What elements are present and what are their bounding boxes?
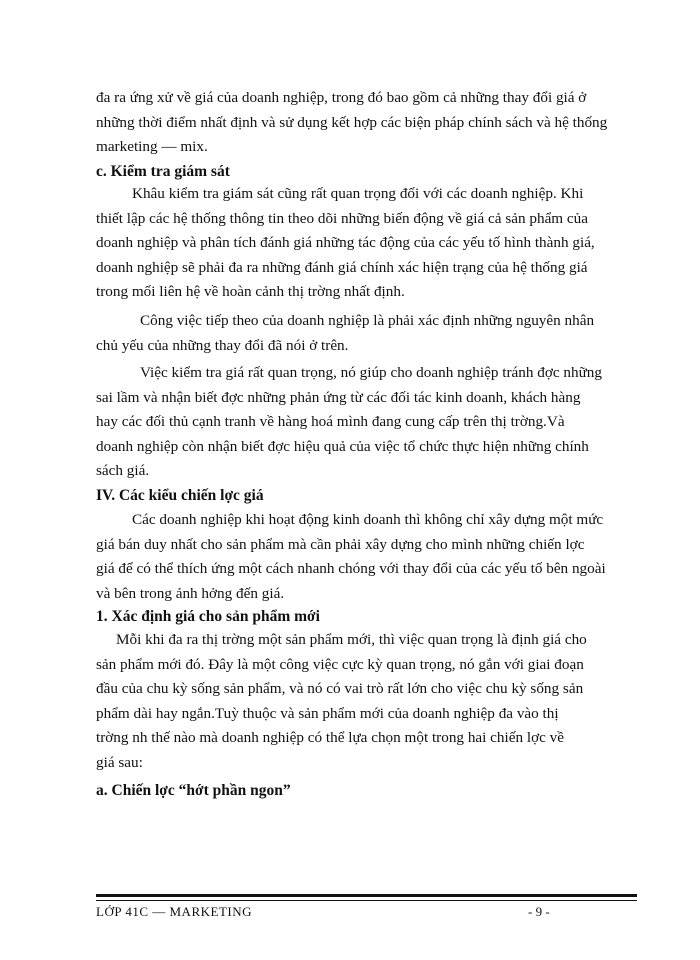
text-line: doanh nghiệp sẽ phải đa ra những đánh giá chính xác hiện trạng của hệ thống giá	[96, 258, 588, 276]
paragraph-strategies	[96, 508, 636, 606]
text-line: Mỗi khi đa ra thị trờng một sản phẩm mới, thì việc quan trọng là định giá cho	[116, 631, 587, 648]
text-line: thiết lập các hệ thống thông tin theo dõi những biến động về giá cả sản phẩm của	[96, 209, 588, 227]
text-line: Khâu kiểm tra giám sát cũng rất quan trọng đối với các doanh nghiệp. Khi	[132, 185, 584, 202]
text-line: doanh nghiệp còn nhận biết đợc hiệu quả của việc tổ chức thực hiện những chính	[96, 437, 589, 455]
text-line: những thời điểm nhất định và sử dụng kết hợp các biện pháp chính sách và hệ thống	[96, 113, 608, 131]
paragraph-intro	[96, 86, 636, 160]
text-line: trờng nh thế nào mà doanh nghiệp có thể lựa chọn một trong hai chiến lợc về	[96, 729, 564, 746]
text-line: sai lầm và nhận biết đợc những phản ứng từ các đối tác kinh doanh, khách hàng	[96, 388, 581, 406]
text-line: Các doanh nghiệp khi hoạt động kinh doanh thì không chỉ xây dựng một mức	[132, 511, 604, 528]
text-line: sách giá.	[96, 462, 150, 479]
text-line: marketing — mix.	[96, 138, 208, 155]
text-line: chủ yếu của những thay đổi đã nói ở trên.	[96, 336, 349, 354]
text-line: trong mối liên hệ về hoàn cảnh thị trờng nhất định.	[96, 283, 405, 300]
text-line: sản phẩm mới đó. Đây là một công việc cực kỳ quan trọng, nó gắn với giai đoạn	[96, 655, 584, 673]
paragraph-price-check	[96, 361, 636, 484]
text-line: đầu của chu kỳ sống sản phẩm, và nó có vai trò rất lớn cho việc chu kỳ sống sản	[96, 680, 584, 697]
heading-c: c. Kiểm tra giám sát	[96, 163, 230, 180]
heading-1: 1. Xác định giá cho sản phẩm mới	[96, 608, 320, 625]
text-line: và bên trong ảnh hởng đến giá.	[96, 584, 285, 602]
text-line: đa ra ứng xử về giá của doanh nghiệp, trong đó bao gồm cả những thay đổi giá ở	[96, 89, 587, 106]
heading-a: a. Chiến lợc “hớt phần ngon”	[96, 782, 291, 799]
page-number: - 9 -	[528, 904, 550, 919]
text-line: hay các đối thủ cạnh tranh về hàng hoá mình đang cung cấp trên thị trờng.Và	[96, 413, 565, 430]
text-line: Công việc tiếp theo của doanh nghiệp là phải xác định những nguyên nhân	[140, 312, 595, 329]
text-line: giá để có thể thích ứng một cách nhanh chóng với thay đổi của các yếu tố bên ngoài	[96, 560, 606, 577]
footer-rule-thin	[96, 900, 637, 901]
text-line: Việc kiểm tra giá rất quan trọng, nó giúp cho doanh nghiệp tránh đợc những	[140, 364, 602, 381]
footer-class-label: LỚP 41C — MARKETING	[96, 904, 252, 919]
paragraph-new-product	[96, 628, 636, 775]
text-line: phẩm dài hay ngắn.Tuỳ thuộc và sản phẩm mới của doanh nghiệp đa vào thị	[96, 704, 559, 722]
paragraph-next-task	[96, 309, 636, 358]
text-line: giá sau:	[96, 753, 143, 771]
heading-iv: IV. Các kiểu chiến lợc giá	[96, 487, 264, 504]
footer-rule-thick	[96, 894, 637, 897]
text-line: giá bán duy nhất cho sản phẩm mà cần phải xây dựng cho mình những chiến lợc	[96, 535, 585, 553]
text-line: doanh nghiệp và phân tích đánh giá những tác động của các yếu tố hình thành giá,	[96, 234, 595, 251]
paragraph-monitoring	[96, 182, 636, 305]
